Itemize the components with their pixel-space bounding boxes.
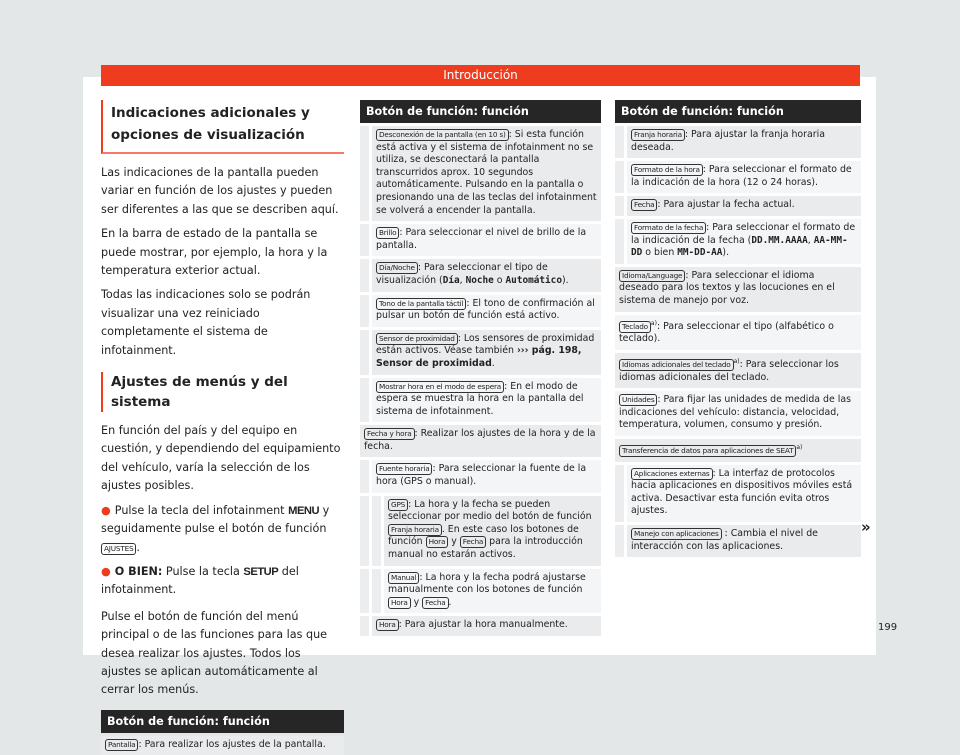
text: . xyxy=(136,540,140,554)
section-heading: Indicaciones adicionales y opciones de visualización xyxy=(101,100,344,154)
footnote-ref: a) xyxy=(733,357,740,365)
text: : Para ajustar la franja horaria deseada. xyxy=(631,129,825,153)
text: Día xyxy=(442,274,460,286)
footnote-ref: a) xyxy=(650,319,657,327)
table-row xyxy=(615,465,861,522)
text: : Realizar los ajustes de la hora y de la fecha. xyxy=(364,428,596,452)
text: para la introducción manual no estarán activos. xyxy=(388,536,583,561)
text: DD.MM.AAAA xyxy=(751,234,808,246)
function-button-label: Aplicaciones externas xyxy=(631,468,713,480)
text: : Para seleccionar los idiomas adicionales del teclado. xyxy=(619,358,839,383)
table-header: Botón de función: función xyxy=(101,710,344,733)
indent-strip xyxy=(372,496,381,566)
indent-strip xyxy=(615,465,624,522)
paragraph: En la barra de estado de la pantalla se puede mostrar, por ejemplo, la hora y la temperatura exterior actual. xyxy=(101,227,328,278)
text: o xyxy=(493,274,506,286)
table-row xyxy=(615,525,861,557)
table-cell xyxy=(372,616,601,636)
text: Pulse la tecla xyxy=(162,564,244,578)
section-header-bar: Introducción xyxy=(101,65,860,86)
table-cell xyxy=(615,315,861,350)
paragraph: Todas las indicaciones solo se podrán visualizar una vez reiniciado completamente el sistema de infotainment. xyxy=(101,288,311,357)
function-button-label: Hora xyxy=(376,619,399,631)
menu-key: MENU xyxy=(288,504,320,517)
table-row xyxy=(360,425,601,457)
text: : En el modo de espera se muestra la hora en la pantalla del sistema de infotainment. xyxy=(376,380,584,417)
function-button-label: Hora xyxy=(426,536,449,548)
table-row xyxy=(360,295,601,327)
table-cell xyxy=(372,224,601,256)
paragraph: Las indicaciones de la pantalla pueden variar en función de los ajustes y pueden ser diferentes a las que se describen aquí. xyxy=(101,166,339,216)
function-button-label: Fecha xyxy=(422,597,448,609)
table-header: Botón de función: función xyxy=(615,100,861,123)
table-row xyxy=(615,219,861,264)
function-button-label: Idiomas adicionales del teclado xyxy=(619,359,734,371)
table-row xyxy=(615,267,861,312)
text: . xyxy=(491,357,495,369)
table-row xyxy=(615,315,861,350)
bullet-item xyxy=(101,563,344,600)
function-button-label: Brillo xyxy=(376,227,399,239)
table-row xyxy=(615,353,861,388)
function-table xyxy=(615,100,861,557)
table-row xyxy=(360,569,601,614)
table-row xyxy=(615,161,861,193)
indent-strip xyxy=(360,295,369,327)
function-button-label: Idioma/Language xyxy=(619,270,685,282)
table-cell xyxy=(372,460,601,492)
table-cell xyxy=(372,295,601,327)
indent-strip xyxy=(615,525,624,557)
function-button-label: Formato de la fecha xyxy=(631,222,706,234)
table-cell xyxy=(615,439,861,462)
table-cell xyxy=(372,126,601,221)
function-button-label: Desconexión de la pantalla (en 10 s) xyxy=(376,129,509,141)
table-row xyxy=(360,378,601,423)
table-cell xyxy=(627,161,861,193)
paragraph: Pulse el botón de función del menú principal o de las funciones para las que desea realizar los ajustes. Todos los ajustes se aplican automáticamente al cerrar los menús. xyxy=(101,609,328,697)
text: : Para seleccionar la fuente de la hora (GPS o manual). xyxy=(376,463,587,488)
function-button-label: GPS xyxy=(388,499,408,511)
bullet-icon: ● xyxy=(101,503,111,517)
indent-strip xyxy=(615,161,624,193)
table-cell xyxy=(627,219,861,264)
function-button-label: Pantalla xyxy=(105,739,138,751)
indent-strip xyxy=(360,616,369,636)
table-row xyxy=(615,126,861,158)
indent-strip xyxy=(360,126,369,221)
function-button-label: Mostrar hora en el modo de espera xyxy=(376,381,504,393)
indent-strip xyxy=(615,196,624,216)
text: . xyxy=(448,596,452,608)
bullet-item xyxy=(101,502,344,557)
text: del infotainment. xyxy=(101,564,299,597)
section-heading: Ajustes de menús y del sistema xyxy=(101,372,344,412)
ajustes-button-label: AJUSTES xyxy=(101,543,136,555)
indent-strip xyxy=(360,259,369,291)
function-button-label: Día/Noche xyxy=(376,262,418,274)
table-row xyxy=(615,391,861,436)
text: , xyxy=(807,234,814,246)
text: : Para seleccionar el formato de la indicación de la fecha ( xyxy=(631,221,856,246)
text: : Para realizar los ajustes de la pantalla. xyxy=(138,738,326,750)
table-row xyxy=(101,736,344,755)
table-row xyxy=(360,126,601,221)
text: : Si esta función está activa y el sistema de infotainment no se utiliza, se desconectará la pantalla transcurridos aprox. 10 segundos automáticamente. Pulsando en la pantalla o presionando una de las teclas del infotainment se volverá a encender la pantalla. xyxy=(376,129,597,216)
indent-strip xyxy=(372,569,381,614)
indent-strip xyxy=(360,330,369,375)
paragraph: En función del país y del equipo en cuestión, y dependiendo del equipamiento del vehículo, varía la selección de los ajustes posibles. xyxy=(101,424,341,493)
text: : Para ajustar la fecha actual. xyxy=(657,199,795,211)
text: O BIEN: xyxy=(114,564,163,578)
text: : Para seleccionar el idioma deseado para los textos y las locuciones en el sistema de manejo por voz. xyxy=(619,269,835,306)
indent-strip xyxy=(360,378,369,423)
indent-strip xyxy=(360,224,369,256)
text: MM-DD-AA xyxy=(677,247,723,259)
left-column xyxy=(101,100,344,755)
text: : Para seleccionar el tipo de visualización ( xyxy=(376,262,548,286)
continue-marker: » xyxy=(861,518,871,536)
table-row xyxy=(360,616,601,636)
function-table xyxy=(360,100,601,636)
table-cell xyxy=(615,267,861,312)
text: Noche xyxy=(465,274,494,286)
function-button-label: Teclado xyxy=(619,321,651,333)
indent-strip xyxy=(615,219,624,264)
indent-strip xyxy=(615,126,624,158)
text: , xyxy=(459,274,466,286)
table-row xyxy=(615,439,861,462)
table-cell xyxy=(627,126,861,158)
text: : La hora y la fecha se pueden seleccionar por medio del botón de función xyxy=(388,498,592,523)
text: ››› pág. 198, Sensor de proximidad xyxy=(376,345,582,369)
table-row xyxy=(360,496,601,566)
table-cell xyxy=(101,736,344,755)
text: : Para ajustar la hora manualmente. xyxy=(398,619,568,631)
text: : La interfaz de protocolos hacia aplicaciones en dispositivos móviles está activa. Desactivar esta función evita otros ajustes. xyxy=(631,467,853,517)
text: : Para seleccionar el formato de la indicación de la hora (12 o 24 horas). xyxy=(631,164,852,188)
bullet-icon: ● xyxy=(101,564,111,578)
table-cell xyxy=(627,525,861,557)
table-row xyxy=(615,196,861,216)
text: ). xyxy=(722,247,730,259)
table-cell xyxy=(384,496,601,566)
table-cell xyxy=(372,330,601,375)
footnote-ref: a) xyxy=(796,443,803,451)
text: : Los sensores de proximidad están activos. Véase también xyxy=(376,332,595,357)
table-row xyxy=(360,224,601,256)
table-cell xyxy=(615,391,861,436)
function-button-label: Fecha xyxy=(460,536,486,548)
text: : El tono de confirmación al pulsar un botón de función está activo. xyxy=(376,297,595,322)
page-number: 199 xyxy=(878,622,898,633)
text: y seguidamente pulse el botón de función xyxy=(101,503,330,536)
text: Automático xyxy=(505,274,562,286)
text: y xyxy=(448,536,460,548)
text: : Para seleccionar el nivel de brillo de la pantalla. xyxy=(376,227,587,251)
table-cell xyxy=(615,353,861,388)
table-cell xyxy=(372,378,601,423)
setup-key: SETUP xyxy=(243,565,279,578)
text: : Para fijar las unidades de medida de las indicaciones del vehículo: distancia, velocidad, temperatura, volumen, consumo y presión. xyxy=(619,394,851,431)
function-button-label: Manejo con aplicaciones xyxy=(631,528,722,540)
text: : Cambia el nivel de interacción con las aplicaciones. xyxy=(631,528,818,552)
table-cell xyxy=(360,425,601,457)
text: o bien xyxy=(642,247,678,259)
text: : La hora y la fecha podrá ajustarse manualmente con los botones de función xyxy=(388,571,586,596)
text: y xyxy=(410,596,423,608)
table-cell xyxy=(627,196,861,216)
function-button-label: Unidades xyxy=(619,394,657,406)
table-row xyxy=(360,460,601,492)
table-cell xyxy=(384,569,601,614)
function-button-label: Tono de la pantalla táctil xyxy=(376,298,466,310)
function-button-label: Transferencia de datos para aplicaciones de SEAT xyxy=(619,445,796,457)
function-button-label: Manual xyxy=(388,572,419,584)
function-button-label: Hora xyxy=(388,597,411,609)
text: AA-MM-DD xyxy=(631,234,848,259)
function-button-label: Formato de la hora xyxy=(631,164,703,176)
function-button-label: Franja horaria xyxy=(631,129,685,141)
indent-strip xyxy=(360,496,369,566)
function-button-label: Franja horaria xyxy=(388,524,442,536)
table-cell xyxy=(627,465,861,522)
table-row xyxy=(360,330,601,375)
function-button-label: Fecha y hora xyxy=(364,428,415,440)
function-button-label: Sensor de proximidad xyxy=(376,333,458,345)
table-row xyxy=(360,259,601,291)
indent-strip xyxy=(360,569,369,614)
text: . En este caso los botones de función xyxy=(388,523,579,548)
function-button-label: Fecha xyxy=(631,199,657,211)
text: Pulse la tecla del infotainment xyxy=(114,503,289,517)
function-table xyxy=(101,710,344,755)
table-header: Botón de función: función xyxy=(360,100,601,123)
table-cell xyxy=(372,259,601,291)
indent-strip xyxy=(360,460,369,492)
function-button-label: Fuente horaria xyxy=(376,463,432,475)
text: : Para seleccionar el tipo (alfabético o teclado). xyxy=(619,320,834,345)
text: ). xyxy=(561,274,569,286)
